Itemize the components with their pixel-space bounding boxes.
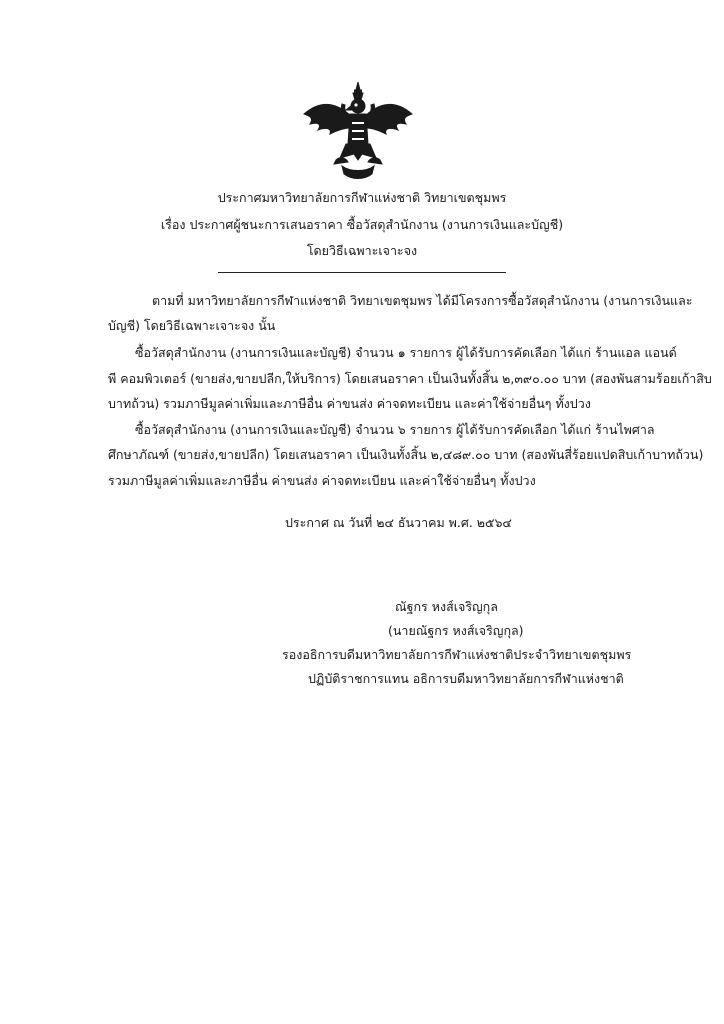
announcement-subject: เรื่อง ประกาศผู้ชนะการเสนอราคา ซื้อวัสดุสำนักงาน (งานการเงินและบัญชี)	[160, 217, 564, 232]
header-divider	[218, 272, 506, 273]
garuda-emblem-icon	[296, 80, 420, 184]
paragraph-2-line-3: บาทถ้วน) รวมภาษีมูลค่าเพิ่มและภาษีอื่น ค่าขนส่ง ค่าจดทะเบียน และค่าใช้จ่ายอื่นๆ ทั้งปวง	[108, 396, 591, 411]
paragraph-1-line-2: บัญชี) โดยวิธีเฉพาะเจาะจง นั้น	[108, 318, 276, 333]
paragraph-2-line-1: ซื้อวัสดุสำนักงาน (งานการเงินและบัญชี) จำนวน ๑ รายการ ผู้ได้รับการคัดเลือก ได้แก่ ร้านแอล แอนด์	[135, 345, 677, 360]
paragraph-3-line-2: ศึกษาภัณฑ์ (ขายส่ง,ขายปลีก) โดยเสนอราคา เป็นเงินทั้งสิ้น ๒,๔๘๙.๐๐ บาท (สองพันสี่ร้อยแปดสิบเก้าบาทถ้วน)	[108, 447, 704, 462]
paragraph-1-line-1: ตามที่ มหาวิทยาลัยการกีฬาแห่งชาติ วิทยาเขตชุมพร ได้มีโครงการซื้อวัสดุสำนักงาน (งานการเงินและ	[152, 293, 693, 308]
procurement-method: โดยวิธีเฉพาะเจาะจง	[306, 243, 418, 258]
signatory-position: รองอธิการบดีมหาวิทยาลัยการกีฬาแห่งชาติประจำวิทยาเขตชุมพร	[282, 647, 632, 662]
announcement-title: ประกาศมหาวิทยาลัยการกีฬาแห่งชาติ วิทยาเขตชุมพร	[217, 190, 507, 205]
signature-name: ณัฐกร หงส์เจริญกุล	[395, 599, 498, 614]
paragraph-2-line-2: พี คอมพิวเตอร์ (ขายส่ง,ขายปลีก,ให้บริการ) โดยเสนอราคา เป็นเงินทั้งสิ้น ๒,๓๙๐.๐๐ บาท (สองพันสามร้อยเก้าสิบ	[108, 371, 712, 386]
paragraph-3-line-1: ซื้อวัสดุสำนักงาน (งานการเงินและบัญชี) จำนวน ๖ รายการ ผู้ได้รับการคัดเลือก ได้แก่ ร้านไพศาล	[135, 422, 655, 437]
signatory-printed-name: (นายณัฐกร หงส์เจริญกุล)	[388, 623, 524, 638]
paragraph-3-line-3: รวมภาษีมูลค่าเพิ่มและภาษีอื่น ค่าขนส่ง ค่าจดทะเบียน และค่าใช้จ่ายอื่นๆ ทั้งปวง	[108, 473, 536, 488]
signatory-acting-position: ปฏิบัติราชการแทน อธิการบดีมหาวิทยาลัยการกีฬาแห่งชาติ	[308, 671, 624, 686]
announcement-date: ประกาศ ณ วันที่ ๒๔ ธันวาคม พ.ศ. ๒๕๖๔	[285, 515, 512, 530]
